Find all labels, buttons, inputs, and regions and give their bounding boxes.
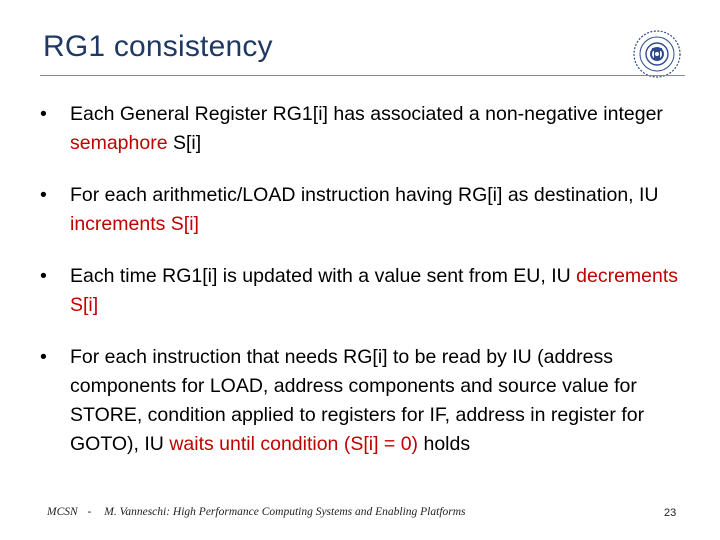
- footer: [47, 506, 466, 518]
- title-divider: [40, 75, 685, 76]
- bullet-marker: •: [40, 103, 47, 125]
- bullet-marker: •: [40, 346, 47, 368]
- bullet-text: Each time RG1[i] is updated with a value sent from EU, IU: [70, 265, 577, 287]
- bullet-item: [40, 343, 690, 459]
- bullet-text: For each instruction that needs RG[i] to be read by IU (address components for LOAD, address components and source value for STORE, condition applied to registers for IF, address in register for GOTO), IU: [70, 346, 645, 455]
- bullet-text: For each arithmetic/LOAD instruction having RG[i] as destination, IU: [70, 184, 659, 206]
- bullet-item: [40, 181, 690, 239]
- bullet-marker: •: [40, 184, 47, 206]
- bullet-list: [40, 100, 690, 482]
- bullet-highlight-text: decrements S[i]: [70, 265, 679, 316]
- footer-separator: -: [87, 506, 92, 518]
- bullet-text: holds: [418, 433, 471, 455]
- bullet-item: [40, 262, 690, 320]
- bullet-text: S[i]: [167, 132, 202, 154]
- bullet-item: [40, 100, 690, 158]
- bullet-marker: •: [40, 265, 47, 287]
- slide-title: RG1 consistency: [43, 30, 273, 63]
- bullet-highlight-text: waits until condition (S[i] = 0): [169, 433, 419, 455]
- footer-course: MCSN: [47, 506, 78, 518]
- bullet-text: Each General Register RG1[i] has associated a non-negative integer: [70, 103, 663, 125]
- bullet-highlight-text: semaphore: [70, 132, 168, 154]
- bullet-highlight-text: increments S[i]: [70, 213, 199, 235]
- page-number: 23: [664, 507, 677, 519]
- footer-author-title: M. Vanneschi: High Performance Computing Systems and Enabling Platforms: [104, 506, 466, 518]
- university-seal-icon: [628, 28, 686, 80]
